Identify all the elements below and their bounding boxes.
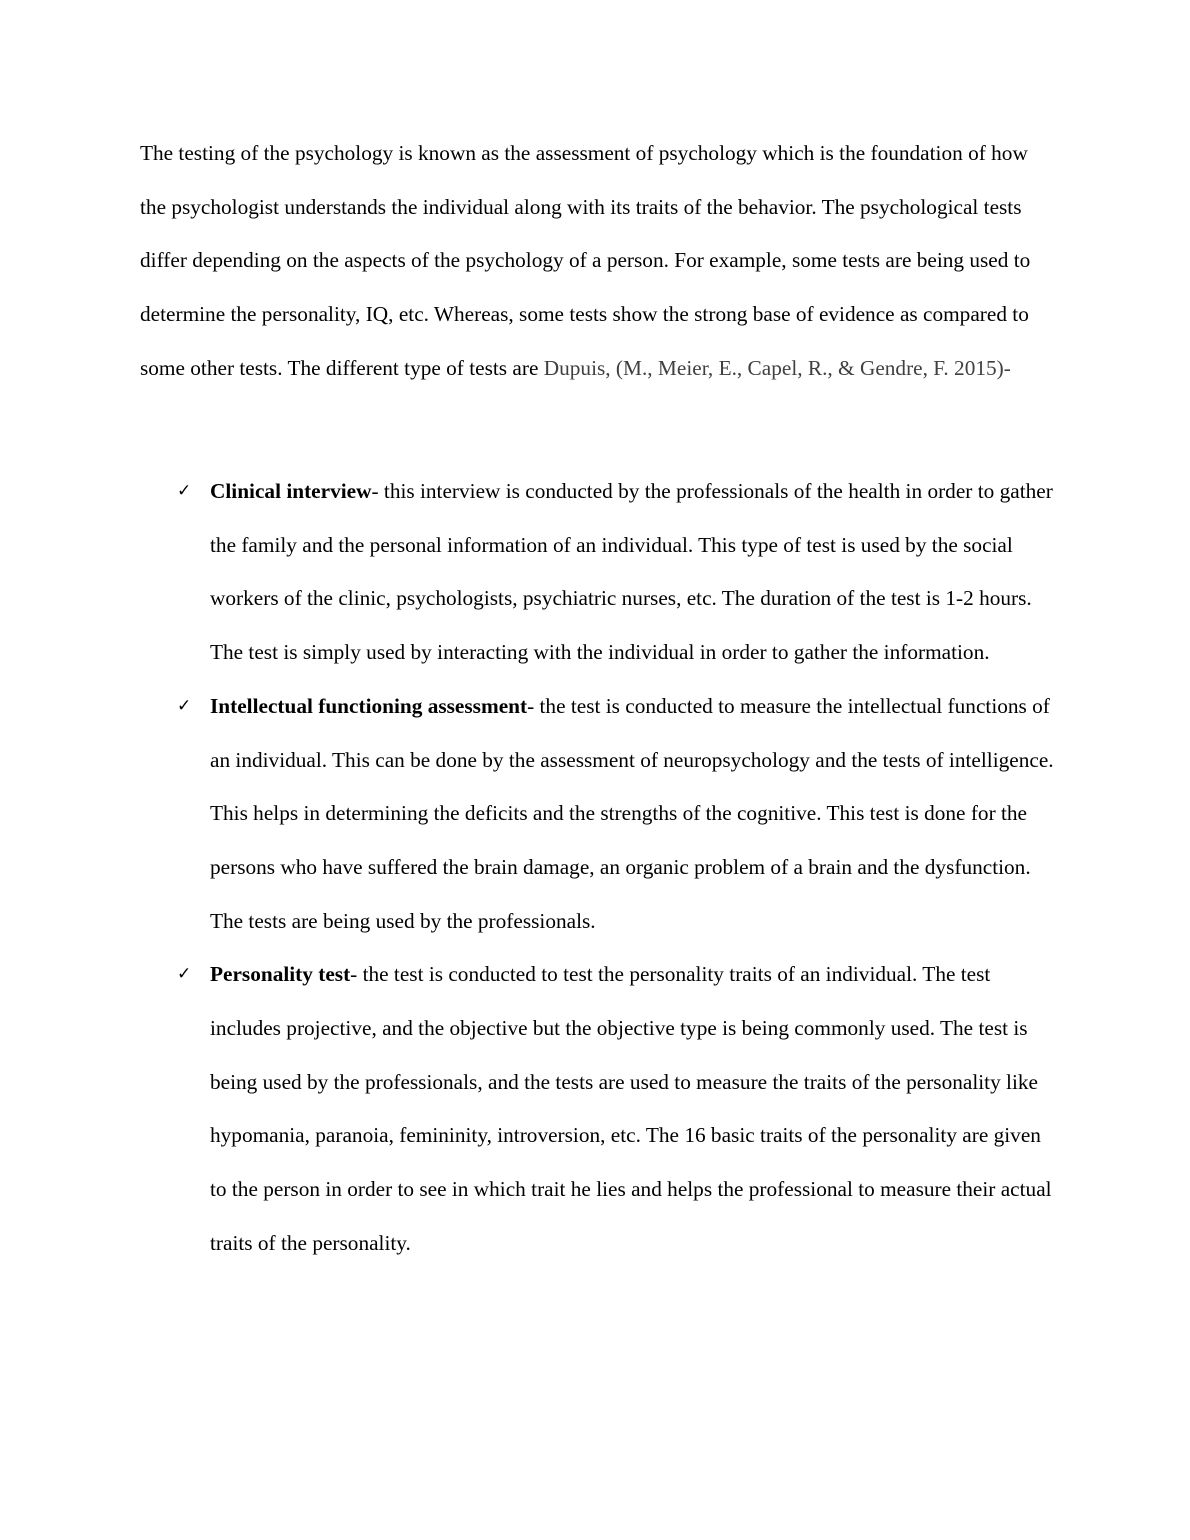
item-term: Clinical interview [210,479,372,503]
list-item [0,465,1055,680]
checkmark-icon: ✓ [177,481,192,501]
item-term: Personality test [210,962,351,987]
intro-paragraph [140,127,1050,396]
item-text: - this interview is conducted by the professionals of the health in order to gather the family and the personal information of an individual. This type of test is used by the social workers of the clinic, psychologists, psychiatric nurses, etc. The duration of the test is 1-2 hours. The test is simply used by interacting with the individual in order to gather the information. [210,479,1053,665]
checkmark-icon: ✓ [177,695,192,716]
test-types-list [0,465,1190,1271]
list-item [0,680,1055,949]
list-item [0,948,1055,1270]
intro-text: The testing of the psychology is known as the assessment of psychology which is the foundation of how the psychologist understands the individual along with its traits of the behavior. The psychological tests differ depending on the aspects of the psychology of a person. For example, some tests are being used to determine the personality, IQ, etc. Whereas, some tests show the strong base of evidence as compared to some other tests. The different type of tests are [140,141,1031,380]
checkmark-icon: ✓ [177,964,192,985]
item-term: Intellectual functioning assessment [210,693,528,718]
item-text: - the test is conducted to measure the intellectual functions of an individual. This can be done by the assessment of neuropsychology and the tests of intelligence. This helps in determining the deficits and the strengths of the cognitive. This test is done for the persons who have suffered the brain damage, an organic problem of a brain and the dysfunction. The tests are being used by the professionals. [210,693,1054,933]
item-text: - the test is conducted to test the personality traits of an individual. The test includes projective, and the objective but the objective type is being commonly used. The test is being used by the professionals, and the tests are used to measure the traits of the personality like hypomania, paranoia, femininity, introversion, etc. The 16 basic traits of the personality are given to the person in order to see in which trait he lies and helps the professional to measure their actual traits of the personality. [210,962,1052,1255]
intro-citation: Dupuis, (M., Meier, E., Capel, R., & Gendre, F. 2015)- [543,355,1011,380]
